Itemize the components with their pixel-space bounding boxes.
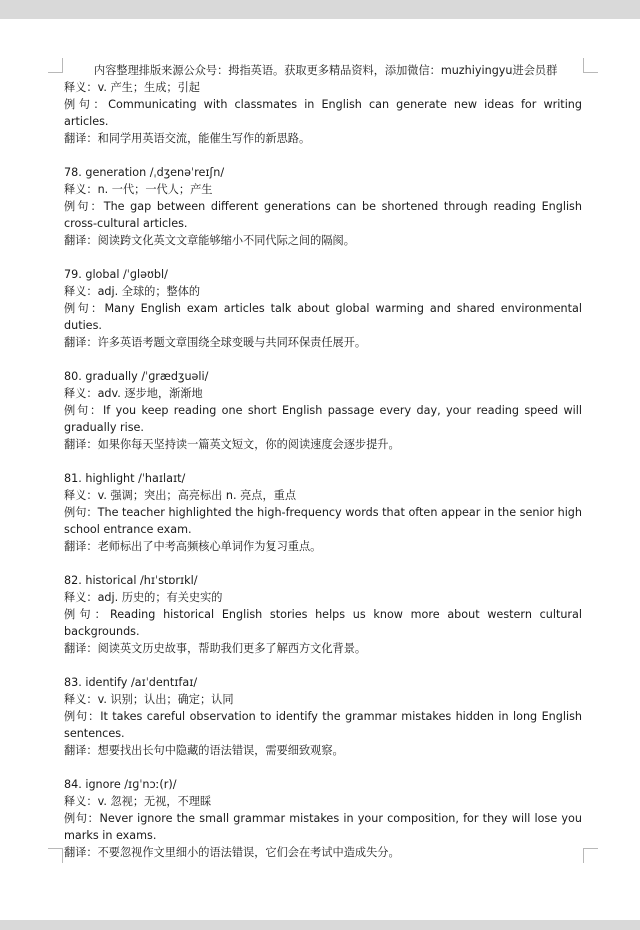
headword-line: 80. gradually /ˈɡrædʒuəli/: [64, 370, 209, 383]
meaning-label: 释义：: [64, 489, 98, 502]
example-text: Reading historical English stories helps us know more about western cultural backgrounds.: [64, 608, 582, 638]
example-text: Communicating with classmates in English can generate new ideas for writing articles.: [64, 98, 582, 128]
translation-label: 翻译：: [64, 438, 98, 451]
example-line: [64, 96, 582, 130]
translation-text: 老师标出了中考高频核心单词作为复习重点。: [97, 540, 322, 553]
translation-line: [64, 232, 582, 249]
translation-text: 阅读英文历史故事，帮助我们更多了解西方文化背景。: [97, 642, 367, 655]
translation-label: 翻译：: [64, 234, 98, 247]
entry-spacer: [64, 657, 582, 674]
example-label: 例句：: [64, 200, 104, 213]
meaning-line: [64, 79, 582, 96]
meaning-line: [64, 691, 582, 708]
entry-spacer: [64, 351, 582, 368]
entry-spacer: [64, 453, 582, 470]
translation-text: 阅读跨文化英文文章能够缩小不同代际之间的隔阂。: [97, 234, 355, 247]
example-line: [64, 198, 582, 232]
meaning-text: v. 强调；突出；高亮标出 n. 亮点，重点: [97, 489, 297, 502]
entry-spacer: [64, 759, 582, 776]
crop-mark-bottom-left: [48, 848, 63, 863]
translation-text: 如果你每天坚持读一篇英文短文，你的阅读速度会逐步提升。: [97, 438, 400, 451]
translation-line: [64, 436, 582, 453]
translation-text: 想要找出长句中隐藏的语法错误，需要细致观察。: [97, 744, 344, 757]
translation-text: 许多英语考题文章围绕全球变暖与共同环保责任展开。: [97, 336, 367, 349]
crop-mark-top-left: [48, 58, 63, 73]
example-line: [64, 810, 582, 844]
translation-label: 翻译：: [64, 642, 98, 655]
meaning-text: adj. 全球的；整体的: [97, 285, 201, 298]
translation-label: 翻译：: [64, 132, 98, 145]
translation-label: 翻译：: [64, 336, 98, 349]
meaning-label: 释义：: [64, 81, 98, 94]
translation-line: [64, 130, 582, 147]
bottom-frame-band: [0, 920, 640, 930]
headword-line: 82. historical /hɪˈstɒrɪkl/: [64, 574, 198, 587]
meaning-label: 释义：: [64, 693, 98, 706]
meaning-label: 释义：: [64, 795, 98, 808]
lead-entry: [64, 79, 582, 147]
vocab-entry: [64, 249, 582, 351]
meaning-text: v. 产生；生成；引起: [97, 81, 200, 94]
vocab-entry: [64, 555, 582, 657]
translation-line: [64, 334, 582, 351]
meaning-label: 释义：: [64, 591, 98, 604]
translation-text: 不要忽视作文里细小的语法错误，它们会在考试中造成失分。: [97, 846, 400, 859]
headword-line: 84. ignore /ɪɡˈnɔː(r)/: [64, 778, 177, 791]
meaning-line: [64, 181, 582, 198]
headword-line: 78. generation /ˌdʒenəˈreɪʃn/: [64, 166, 225, 179]
meaning-text: adj. 历史的；有关史实的: [97, 591, 223, 604]
meaning-text: v. 忽视；无视，不理睬: [97, 795, 212, 808]
vocab-entry: [64, 453, 582, 555]
vocabulary-entries: [64, 147, 582, 861]
example-label: 例句：: [64, 404, 103, 417]
meaning-text: adv. 逐步地，渐渐地: [97, 387, 203, 400]
meaning-line: [64, 385, 582, 402]
example-label: 例句：: [64, 302, 105, 315]
example-text: If you keep reading one short English passage every day, your reading speed will gradually rise.: [64, 404, 582, 434]
example-label: 例句：: [64, 608, 110, 621]
headword-line: 81. highlight /ˈhaɪlaɪt/: [64, 472, 186, 485]
meaning-line: [64, 589, 582, 606]
vocab-entry: [64, 147, 582, 249]
vocab-entry: [64, 351, 582, 453]
example-label: 例句：: [64, 506, 98, 519]
entry-spacer: [64, 249, 582, 266]
example-line: [64, 504, 582, 538]
example-text: Never ignore the small grammar mistakes in your composition, for they will lose you marks in exams.: [64, 812, 582, 842]
translation-line: [64, 844, 582, 861]
example-line: [64, 402, 582, 436]
headword-line: 83. identify /aɪˈdentɪfaɪ/: [64, 676, 198, 689]
meaning-line: [64, 487, 582, 504]
headword-line: 79. global /ˈɡləʊbl/: [64, 268, 168, 281]
meaning-line: [64, 793, 582, 810]
translation-label: 翻译：: [64, 846, 98, 859]
meaning-text: v. 识别；认出；确定；认同: [97, 693, 234, 706]
entry-spacer: [64, 147, 582, 164]
document-page: [64, 62, 582, 861]
vocab-entry: [64, 657, 582, 759]
translation-label: 翻译：: [64, 540, 98, 553]
translation-line: [64, 538, 582, 555]
example-text: The gap between different generations can be shortened through reading English cross-cultural articles.: [64, 200, 582, 230]
example-label: 例句：: [64, 98, 109, 111]
meaning-text: n. 一代；一代人；产生: [97, 183, 213, 196]
meaning-label: 释义：: [64, 285, 98, 298]
translation-line: [64, 742, 582, 759]
example-label: 例句：: [64, 710, 101, 723]
meaning-label: 释义：: [64, 387, 98, 400]
translation-label: 翻译：: [64, 744, 98, 757]
top-frame-band: [0, 0, 640, 19]
meaning-label: 释义：: [64, 183, 98, 196]
crop-mark-bottom-right: [583, 848, 598, 863]
entry-spacer: [64, 555, 582, 572]
example-line: [64, 300, 582, 334]
translation-text: 和同学用英语交流，能催生写作的新思路。: [97, 132, 311, 145]
example-text: It takes careful observation to identify the grammar mistakes hidden in long English sentences.: [64, 710, 582, 740]
example-line: [64, 606, 582, 640]
translation-line: [64, 640, 582, 657]
vocab-entry: [64, 759, 582, 861]
example-line: [64, 708, 582, 742]
meaning-line: [64, 283, 582, 300]
source-note: 内容整理排版来源公众号：拇指英语。获取更多精品资料，添加微信：muzhiyingyu进会员群: [94, 64, 558, 77]
example-label: 例句：: [64, 812, 100, 825]
crop-mark-top-right: [583, 58, 598, 73]
example-text: Many English exam articles talk about global warming and shared environmental duties.: [64, 302, 582, 332]
example-text: The teacher highlighted the high-frequency words that often appear in the senior high school entrance exam.: [64, 506, 582, 536]
